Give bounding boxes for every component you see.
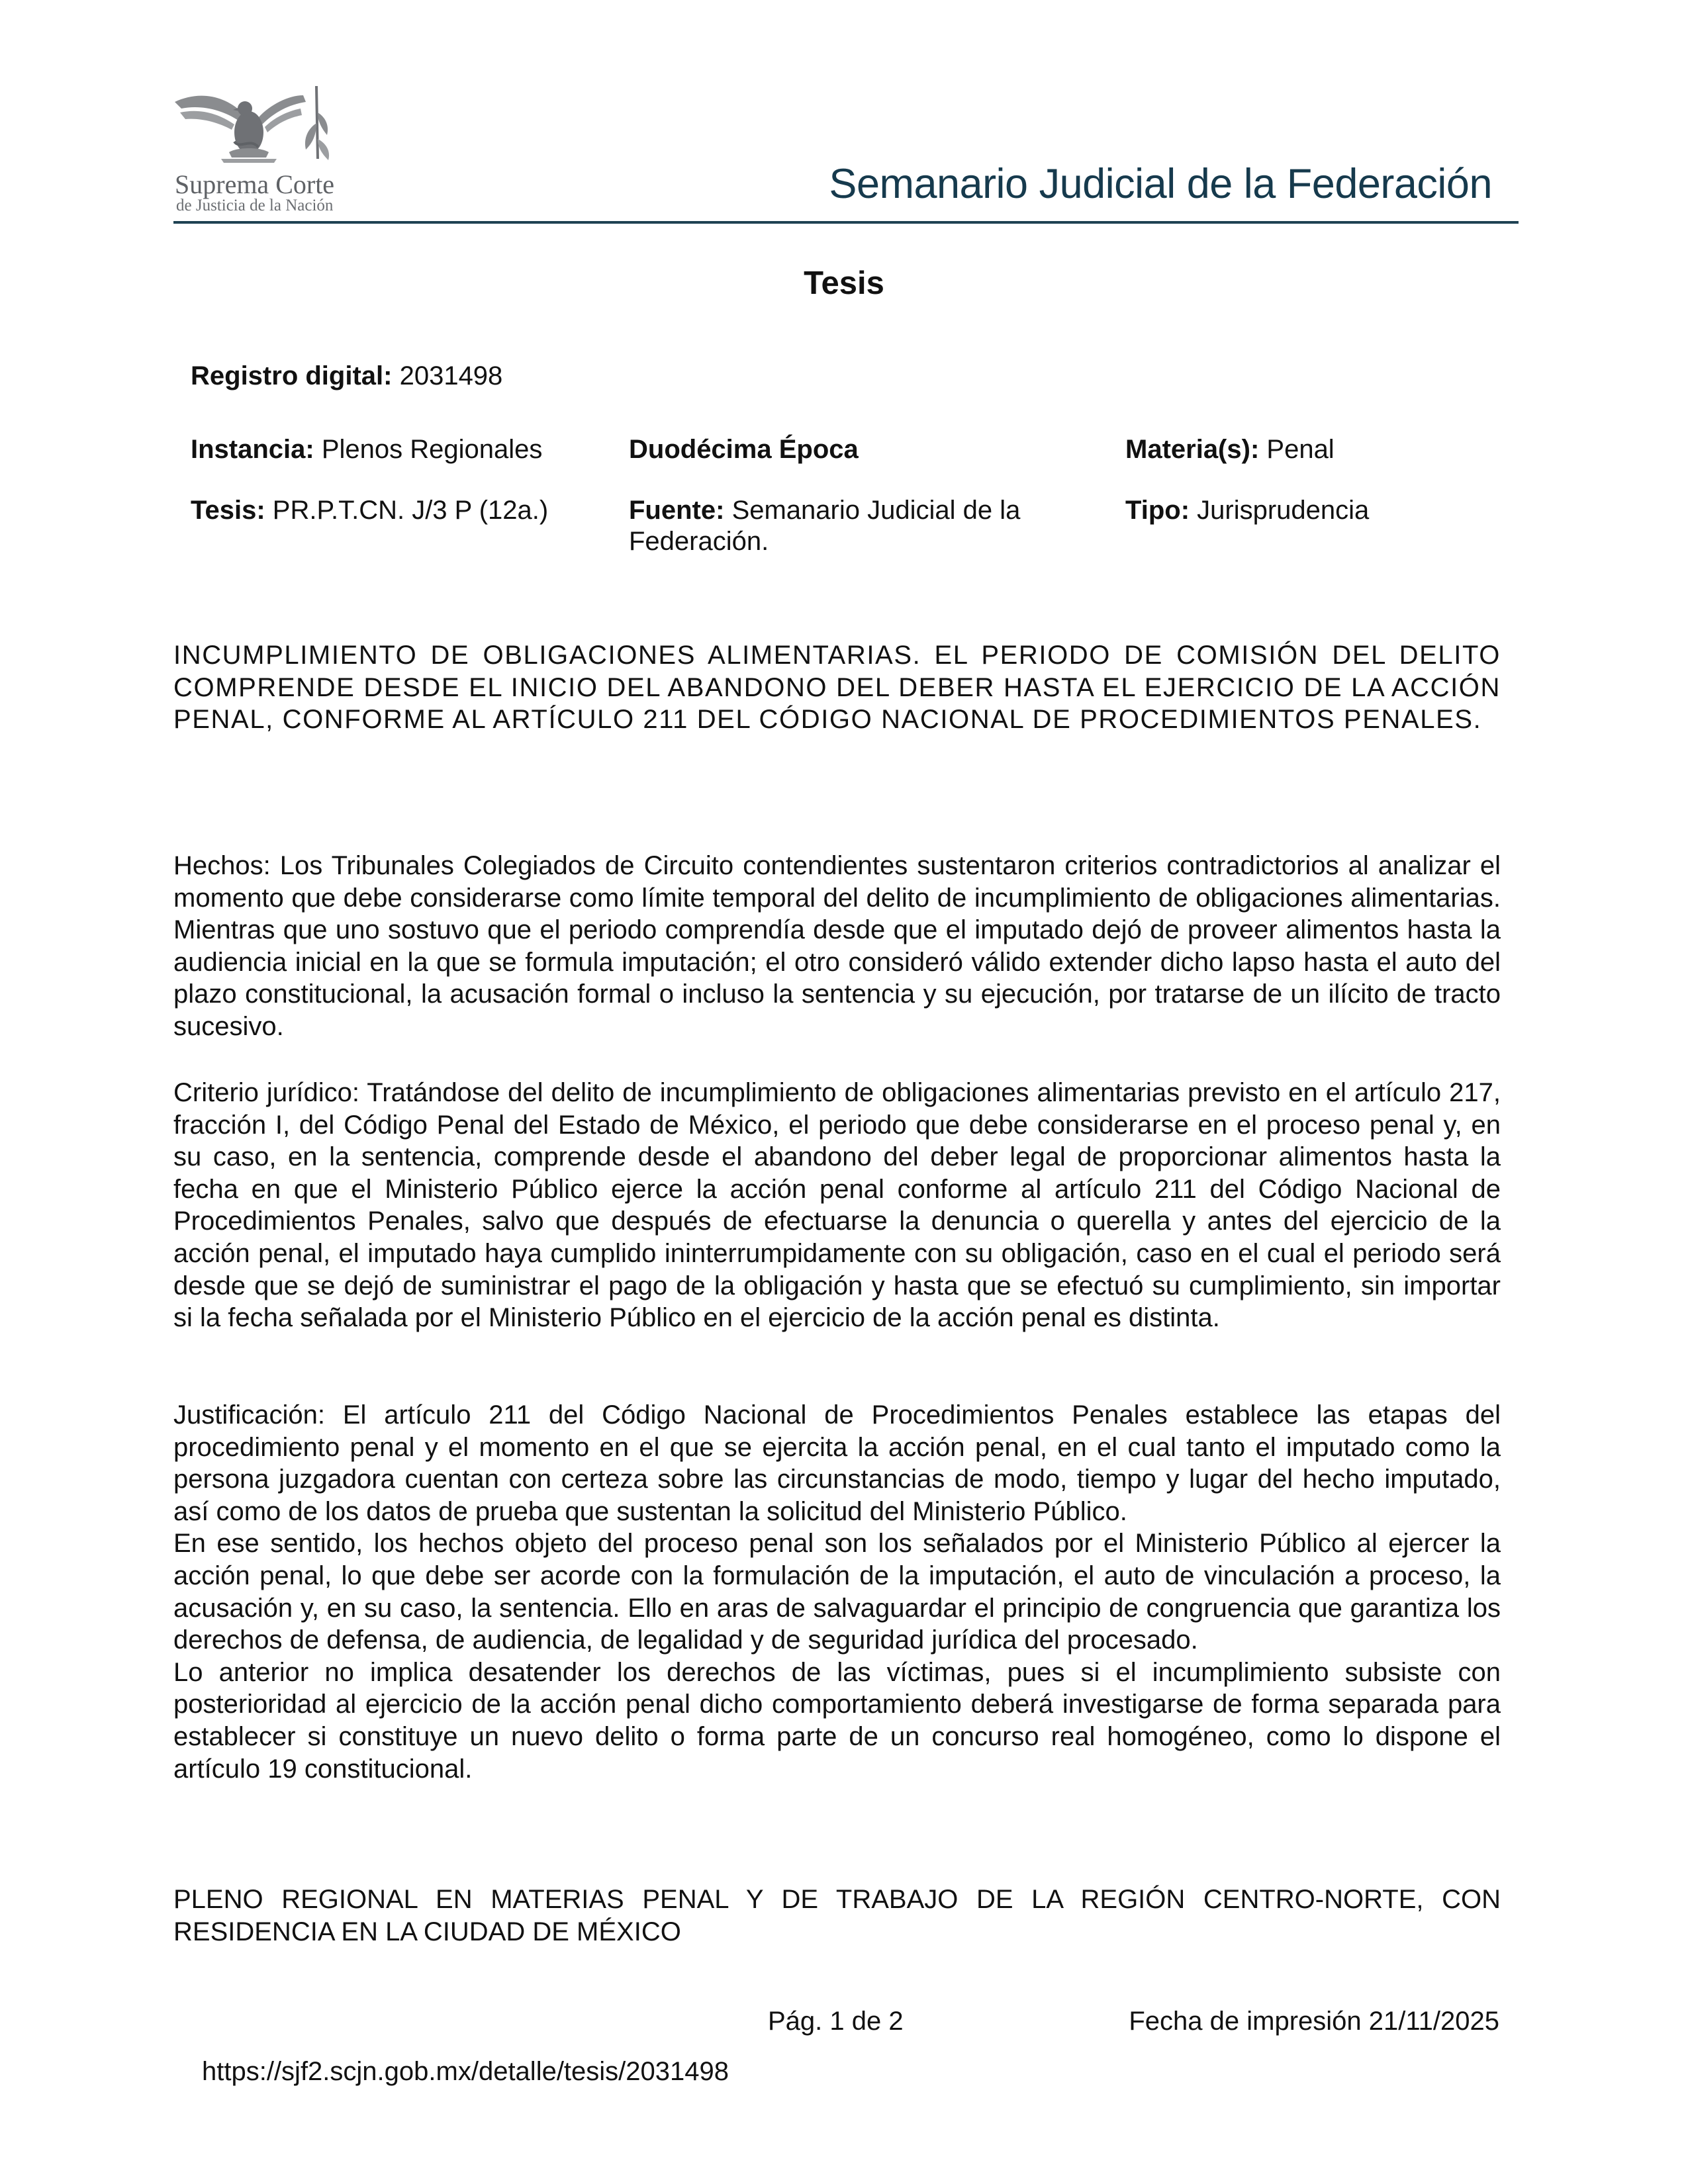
print-date: Fecha de impresión 21/11/2025 bbox=[1129, 2007, 1499, 2036]
instancia-value: Plenos Regionales bbox=[321, 435, 543, 464]
document-type-heading: Tesis bbox=[804, 265, 884, 301]
organo-emisor: PLENO REGIONAL EN MATERIAS PENAL Y DE TRABAJO DE LA REGIÓN CENTRO-NORTE, CON RESIDENCIA EN LA CIUDAD DE MÉXICO bbox=[173, 1885, 1501, 1946]
instancia bbox=[191, 434, 542, 465]
fuente-value-line2: Federación. bbox=[629, 527, 769, 556]
logo-wordmark-line2: de Justicia de la Nación bbox=[176, 197, 334, 214]
tesis-value: PR.P.T.CN. J/3 P (12a.) bbox=[272, 496, 549, 525]
registro-label: Registro digital: bbox=[191, 361, 393, 390]
logo-wordmark-line1: Suprema Corte bbox=[175, 169, 335, 199]
tesis-id bbox=[191, 495, 548, 526]
justificacion-paragraph: En ese sentido, los hechos objeto del proceso penal son los señalados por el Ministerio Público al ejercer la acción penal, lo que debe ser acorde con la formulación de la imputación, el auto de vinculación a proceso, la acusación y, en su caso, la sentencia. Ello en aras de salvaguardar el principio de congruencia que garantiza los derechos de defensa, de audiencia, de legalidad y de seguridad jurídica del procesado. bbox=[173, 1529, 1501, 1655]
registro-value: 2031498 bbox=[399, 361, 503, 390]
fuente-value-line1: Semanario Judicial de la bbox=[731, 496, 1021, 525]
materia bbox=[1125, 434, 1335, 465]
epoca-value: Duodécima Época bbox=[629, 435, 859, 464]
tipo bbox=[1125, 495, 1369, 526]
tipo-label: Tipo: bbox=[1125, 496, 1190, 525]
fuente-label: Fuente: bbox=[629, 496, 725, 525]
eagle-emblem-icon bbox=[171, 86, 333, 169]
site-title: Semanario Judicial de la Federación bbox=[829, 161, 1492, 207]
registro-digital bbox=[191, 361, 502, 392]
fuente bbox=[629, 495, 1020, 557]
page-number: Pág. 1 de 2 bbox=[768, 2007, 904, 2036]
instancia-label: Instancia: bbox=[191, 435, 314, 464]
criterio-paragraph: Criterio jurídico: Tratándose del delito de incumplimiento de obligaciones alimentarias previsto en el artículo 217, fracción I, del Código Penal del Estado de México, el periodo que debe considerarse en el proceso penal y, en su caso, en la sentencia, comprende desde el abandono del deber legal de proporcionar alimentos hasta la fecha en que el Ministerio Público ejerce la acción penal conforme al artículo 211 del Código Nacional de Procedimientos Penales, salvo que después de efectuarse la denuncia o querella y antes del ejercicio de la acción penal, el imputado haya cumplido ininterrumpidamente con su obligación, caso en el cual el periodo será desde que se dejó de suministrar el pago de la obligación y hasta que se efectuó su cumplimiento, sin importar si la fecha señalada por el Ministerio Público en el ejercicio de la acción penal es distinta. bbox=[173, 1078, 1501, 1333]
materia-value: Penal bbox=[1266, 435, 1335, 464]
tesis-label: Tesis: bbox=[191, 496, 265, 525]
scjn-logo bbox=[171, 86, 333, 218]
tesis-headline: INCUMPLIMIENTO DE OBLIGACIONES ALIMENTARIAS. EL PERIODO DE COMISIÓN DEL DELITO COMPRENDE DESDE EL INICIO DEL ABANDONO DEL DEBER HASTA EL EJERCICIO DE LA ACCIÓN PENAL, CONFORME AL ARTÍCULO 211 DEL CÓDIGO NACIONAL DE PROCEDIMIENTOS PENALES. bbox=[173, 641, 1501, 735]
hechos-paragraph: Hechos: Los Tribunales Colegiados de Circuito contendientes sustentaron criterios contradictorios al analizar el momento que debe considerarse como límite temporal del delito de incumplimiento de obligaciones alimentarias. Mientras que uno sostuvo que el periodo comprendía desde que el imputado dejó de proveer alimentos hasta la audiencia inicial en la que se formula imputación; el otro consideró válido extender dicho lapso hasta el auto del plazo constitucional, la acusación formal o incluso la sentencia y su ejecución, por tratarse de un ilícito de tracto sucesivo. bbox=[173, 851, 1501, 1041]
justificacion-paragraph: Lo anterior no implica desatender los derechos de las víctimas, pues si el incumplimiento subsiste con posterioridad al ejercicio de la acción penal dicho comportamiento deberá investigarse de forma separada para establecer si constituye un nuevo delito o forma parte de un concurso real homogéneo, como lo dispone el artículo 19 constitucional. bbox=[173, 1657, 1501, 1784]
source-url[interactable]: https://sjf2.scjn.gob.mx/detalle/tesis/2031498 bbox=[202, 2057, 729, 2086]
tipo-value: Jurisprudencia bbox=[1197, 496, 1370, 525]
header-divider bbox=[173, 221, 1519, 224]
materia-label: Materia(s): bbox=[1125, 435, 1260, 464]
justificacion-section bbox=[173, 1399, 1501, 1785]
justificacion-paragraph: Justificación: El artículo 211 del Código Nacional de Procedimientos Penales establece las etapas del procedimiento penal y el momento en el que se ejercita la acción penal, en el cual tanto el imputado como la persona juzgadora cuentan con certeza sobre las circunstancias de modo, tiempo y lugar del hecho imputado, así como de los datos de prueba que sustentan la solicitud del Ministerio Público. bbox=[173, 1400, 1501, 1526]
epoca bbox=[629, 434, 859, 465]
